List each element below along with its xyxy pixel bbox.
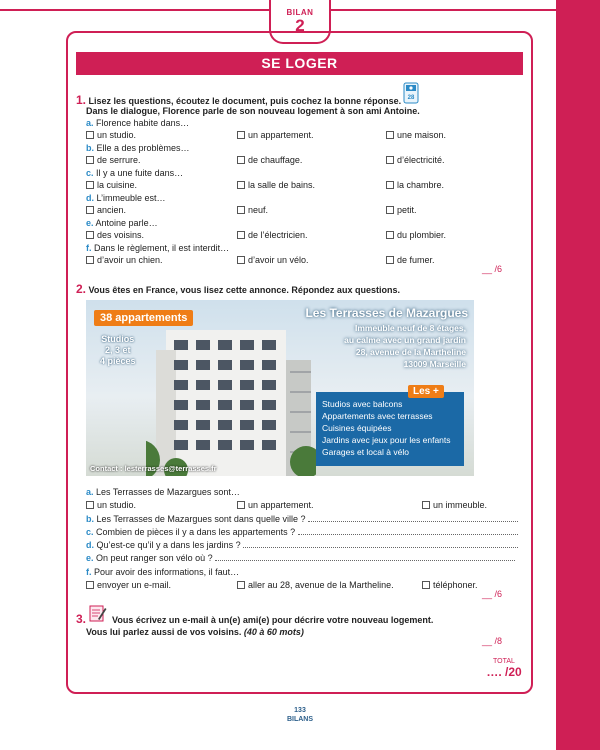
q2-c-question: c. Combien de pièces il y a dans les appartements ?: [86, 526, 518, 538]
q1-b-option-1[interactable]: de serrure.: [86, 154, 141, 166]
checkbox-icon[interactable]: [237, 131, 245, 139]
checkbox-icon[interactable]: [386, 231, 394, 239]
ad-plus-item: Studios avec balcons: [322, 399, 403, 409]
q2-a-option-1[interactable]: un studio.: [86, 499, 136, 511]
checkbox-icon[interactable]: [237, 501, 245, 509]
q1-score: __ /6: [482, 264, 503, 274]
q1-f-option-3[interactable]: de fumer.: [386, 254, 435, 266]
q2-e-question: e. On peut ranger son vélo où ?: [86, 552, 515, 564]
checkbox-icon[interactable]: [386, 206, 394, 214]
ad-plus-item: Garages et local à vélo: [322, 447, 409, 457]
q2-a-option-2[interactable]: un appartement.: [237, 499, 314, 511]
q1-c-option-3[interactable]: la chambre.: [386, 179, 444, 191]
total-label: TOTAL: [493, 658, 515, 665]
checkbox-icon[interactable]: [386, 156, 394, 164]
q2-a-option-3[interactable]: un immeuble.: [422, 499, 487, 511]
ad-badge: 38 appartements: [94, 310, 193, 326]
bilan-number: 2: [295, 16, 305, 35]
q1-instruction-2: Dans le dialogue, Florence parle de son nouveau logement à son ami Antoine.: [86, 106, 420, 116]
q1-b-option-2[interactable]: de chauffage.: [237, 154, 302, 166]
q3-number-wrap: [76, 614, 86, 626]
ad-title: Les Terrasses de Mazargues: [305, 306, 468, 320]
apartment-ad: [86, 300, 474, 476]
checkbox-icon[interactable]: [86, 181, 94, 189]
q2-score: __ /6: [482, 589, 503, 599]
q1-d-option-1[interactable]: ancien.: [86, 204, 126, 216]
section-name: BILANS: [286, 716, 314, 723]
ad-plus-item: Jardins avec jeux pour les enfants: [322, 435, 451, 445]
q1-instruction-1: Lisez les questions, écoutez le document, puis cochez la bonne réponse.: [88, 96, 402, 106]
checkbox-icon[interactable]: [86, 131, 94, 139]
q1-e-option-3[interactable]: du plombier.: [386, 229, 446, 241]
q1-d-option-2[interactable]: neuf.: [237, 204, 268, 216]
audio-track-icon: [403, 82, 419, 104]
checkbox-icon[interactable]: [237, 156, 245, 164]
q2-f-option-3[interactable]: téléphoner.: [422, 579, 478, 591]
checkbox-icon[interactable]: [86, 206, 94, 214]
ad-plus-item: Appartements avec terrasses: [322, 411, 433, 421]
q1-f-option-1[interactable]: d’avoir un chien.: [86, 254, 163, 266]
q2-f-option-1[interactable]: envoyer un e-mail.: [86, 579, 171, 591]
q3-score: __ /8: [482, 636, 503, 646]
ad-contact: Contact : lesterrasses@terrasses.fr: [90, 464, 217, 473]
ad-line: 13009 Marseille: [403, 359, 466, 369]
q3-word-count: (40 à 60 mots): [243, 627, 304, 637]
checkbox-icon[interactable]: [386, 181, 394, 189]
q1-e-option-1[interactable]: des voisins.: [86, 229, 144, 241]
page-number: 133: [294, 707, 306, 714]
q1-b-question: b. Elle a des problèmes…: [86, 143, 190, 153]
checkbox-icon[interactable]: [86, 156, 94, 164]
checkbox-icon[interactable]: [237, 581, 245, 589]
ad-plus-item: Cuisines équipées: [322, 423, 392, 433]
q1-e-question: e. Antoine parle…: [86, 218, 158, 228]
bilan-label: BILAN: [286, 8, 314, 17]
answer-line[interactable]: [215, 552, 515, 561]
ad-plus-label: Les +: [408, 385, 444, 398]
checkbox-icon[interactable]: [422, 581, 430, 589]
q1-a-option-1[interactable]: un studio.: [86, 129, 136, 141]
writing-icon: [89, 604, 107, 622]
q1-c-question: c. Il y a une fuite dans…: [86, 168, 184, 178]
q1-c-option-2[interactable]: la salle de bains.: [237, 179, 315, 191]
checkbox-icon[interactable]: [422, 501, 430, 509]
checkbox-icon[interactable]: [386, 256, 394, 264]
right-margin-strip: [556, 0, 600, 750]
q2-d-question: d. Qu’est-ce qu’il y a dans les jardins ?: [86, 539, 518, 551]
q3-number: 3.: [76, 612, 87, 626]
q1-a-question: a. Florence habite dans…: [86, 118, 190, 128]
q2-instruction: 2. Vous êtes en France, vous lisez cette annonce. Répondez aux questions.: [76, 282, 400, 296]
building-photo: [146, 310, 316, 476]
checkbox-icon[interactable]: [86, 231, 94, 239]
checkbox-icon[interactable]: [386, 131, 394, 139]
q2-a-question: a. Les Terrasses de Mazargues sont…: [86, 487, 240, 497]
ad-line: au calme avec un grand jardin: [344, 335, 466, 345]
checkbox-icon[interactable]: [237, 181, 245, 189]
q2-f-option-2[interactable]: aller au 28, avenue de la Martheline.: [237, 579, 394, 591]
audio-track-number: 28: [407, 95, 415, 101]
q1-a-option-3[interactable]: une maison.: [386, 129, 446, 141]
page-title: SE LOGER: [76, 52, 523, 75]
total-score: [478, 658, 530, 690]
q3-instruction-2: Vous lui parlez aussi de vos voisins. (40 à 60 mots): [86, 627, 304, 637]
answer-line[interactable]: [308, 513, 518, 522]
q1-e-option-2[interactable]: de l’électricien.: [237, 229, 308, 241]
checkbox-icon[interactable]: [86, 501, 94, 509]
checkbox-icon[interactable]: [237, 206, 245, 214]
checkbox-icon[interactable]: [86, 581, 94, 589]
ad-line: 28, avenue de la Martheline: [355, 347, 466, 357]
checkbox-icon[interactable]: [237, 256, 245, 264]
q1-f-option-2[interactable]: d’avoir un vélo.: [237, 254, 309, 266]
ad-studios: Studios 2, 3 et 4 pièces: [100, 334, 136, 366]
total-value: …. /20: [486, 665, 522, 679]
q1-f-question: f. Dans le règlement, il est interdit…: [86, 243, 230, 253]
q1-d-option-3[interactable]: petit.: [386, 204, 417, 216]
q1-a-option-2[interactable]: un appartement.: [237, 129, 314, 141]
answer-line[interactable]: [243, 539, 518, 548]
q1-number: 1.: [76, 93, 87, 107]
q1-c-option-1[interactable]: la cuisine.: [86, 179, 137, 191]
checkbox-icon[interactable]: [237, 231, 245, 239]
q3-instruction-1: Vous écrivez un e-mail à un(e) ami(e) pour décrire votre nouveau logement.: [112, 615, 434, 625]
q2-f-question: f. Pour avoir des informations, il faut…: [86, 567, 240, 577]
answer-line[interactable]: [298, 526, 518, 535]
q2-number: 2.: [76, 282, 87, 296]
q1-d-question: d. L’immeuble est…: [86, 193, 166, 203]
q1-b-option-3[interactable]: d’électricité.: [386, 154, 445, 166]
ad-line: Immeuble neuf de 8 étages,: [354, 323, 466, 333]
q2-b-question: b. Les Terrasses de Mazargues sont dans quelle ville ?: [86, 513, 518, 525]
checkbox-icon[interactable]: [86, 256, 94, 264]
